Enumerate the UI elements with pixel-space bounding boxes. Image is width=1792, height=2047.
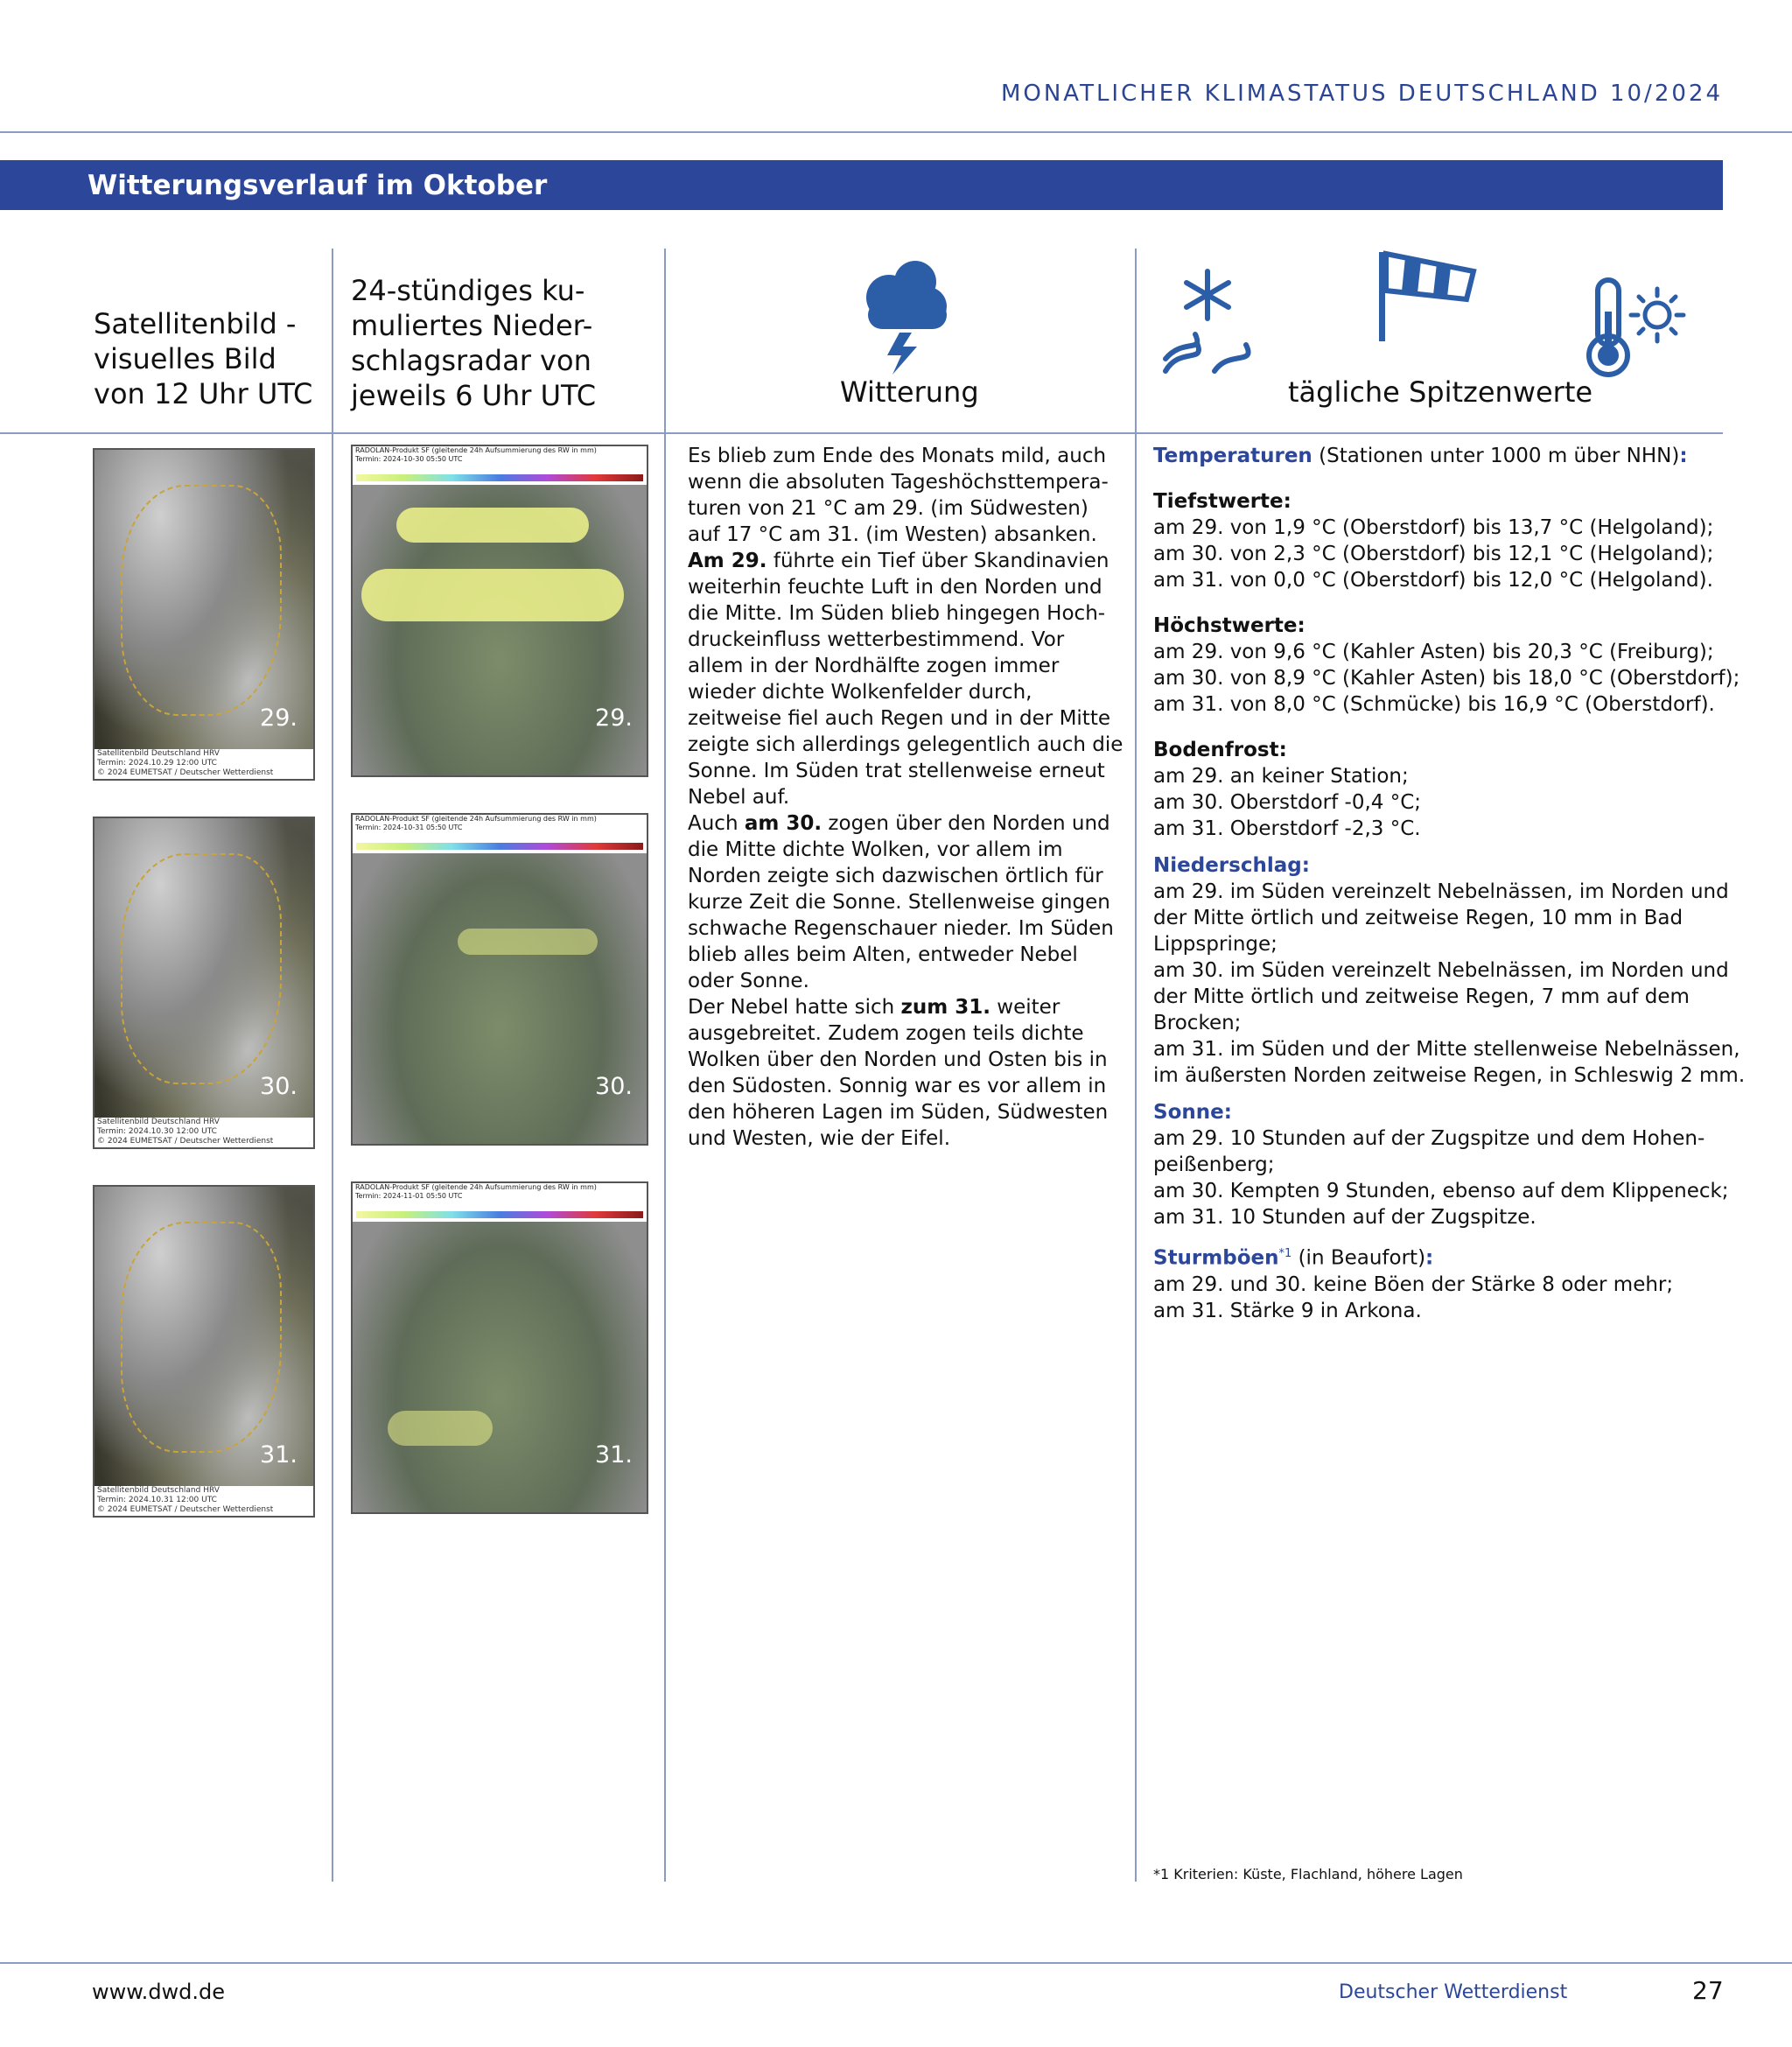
section-title: Witterungsverlauf im Oktober (88, 170, 548, 201)
narrative-paragraph: Auch am 30. zogen über den Norden und die Mitte dichte Wolken, vor allem im Norden zeigte sich dazwischen örtlich für kurze Zeit die Sonne. Stellenweise gingen schwache Regenschauer nieder. Im Süden blieb alles beim Alten, entweder Nebel oder Sonne. (688, 812, 1114, 992)
satellite-day-label: 30. (260, 1073, 298, 1100)
footer-rule (0, 1962, 1792, 1964)
column-divider (332, 249, 333, 1882)
column-divider (664, 249, 666, 1882)
radar-day-label: 29. (595, 705, 633, 732)
storm-gusts: Sturmböen$^{*1}$ (in Beaufort): am 29. und 30. keine Böen der Stärke 8 oder mehr; am 31. Stärke 9 in Arkona. (1153, 1246, 1674, 1322)
ground-frost: Bodenfrost: am 29. an keiner Station; am 30. Oberstdorf -0,4 °C; am 31. Oberstdorf -2,3 °C. (1153, 739, 1422, 840)
radar-color-scale (356, 843, 643, 850)
radar-column-header: 24-stündiges ku- muliertes Nieder- schlagsradar von jeweils 6 Uhr UTC (351, 274, 597, 412)
radar-image-30 (351, 813, 648, 1146)
weather-narrative (688, 443, 1125, 1152)
precipitation: Niederschlag: am 29. im Süden vereinzelt Nebelnässen, im Norden und der Mitte örtlich und zeitweise Regen, 10 mm in Bad Lippspringe; am 30. im Süden vereinzelt Nebelnässen, im Norden und der Mitte örtlich und zeitweise Regen, 7 mm auf dem Brocken; am 31. im Süden und der Mitte stellenweise Nebelnässen, im äußersten Norden zeitweise Regen, in Schleswig 2 mm. (1153, 854, 1746, 1087)
radar-caption: RADOLAN-Produkt SF (gleitende 24h Aufsummierung des RW in mm) Termin: 2024-10-30 05:50 UTC (353, 446, 647, 485)
peaks-column-header: tägliche Spitzenwerte (1288, 375, 1593, 409)
footer-organization: Deutscher Wetterdienst (1339, 1981, 1568, 2003)
satellite-image-30 (93, 817, 315, 1149)
temperature-section: Temperaturen (Stationen unter 1000 m über NHN): (1153, 445, 1688, 467)
radar-caption: RADOLAN-Produkt SF (gleitende 24h Aufsummierung des RW in mm) Termin: 2024-11-01 05:50 UTC (353, 1183, 647, 1222)
thermometer-sun-icon (1580, 277, 1689, 378)
radar-color-scale (356, 1211, 643, 1218)
satellite-caption: Satellitenbild Deutschland HRV Termin: 2024.10.31 12:00 UTC © 2024 EUMETSAT / Deutscher Wetterdienst (94, 1486, 313, 1516)
thunderstorm-cloud-icon (856, 256, 952, 378)
narrative-paragraph: Der Nebel hatte sich zum 31. weiter ausgebreitet. Zudem zogen teils dichte Wolken über den Norden und Osten bis in den Südosten. Sonnig war es vor allem in den höheren Lagen im Süden, Südwesten und Westen, wie der Eifel. (688, 996, 1109, 1150)
radar-caption: RADOLAN-Produkt SF (gleitende 24h Aufsummierung des RW in mm) Termin: 2024-10-31 05:50 UTC (353, 815, 647, 853)
radar-day-label: 31. (595, 1441, 633, 1469)
max-temperatures: Höchstwerte: am 29. von 9,6 °C (Kahler Asten) bis 20,3 °C (Freiburg); am 30. von 8,9 °C (Kahler Asten) bis 18,0 °C (Oberstdorf); am 31. von 8,0 °C (Schmücke) bis 16,9 °C (Oberstdorf). (1153, 614, 1740, 716)
column-divider (1135, 249, 1137, 1882)
satellite-image-29 (93, 448, 315, 781)
narrative-paragraph: Es blieb zum Ende des Monats mild, auch wenn die absoluten Tageshöchsttemperaturen von 21 °C am 29. (im Südwesten) auf 17 °C am 31. (im Westen) absanken. (688, 445, 1109, 546)
satellite-column-header: Satellitenbild - visuelles Bild von 12 Uhr UTC (94, 307, 313, 410)
satellite-day-label: 31. (260, 1441, 298, 1469)
section-banner (0, 160, 1723, 210)
snowflake-road-icon (1162, 268, 1265, 380)
radar-day-label: 30. (595, 1073, 633, 1100)
radar-image-31 (351, 1181, 648, 1514)
min-temperatures: Tiefstwerte: am 29. von 1,9 °C (Oberstdorf) bis 13,7 °C (Helgoland); am 30. von 2,3 °C (Oberstdorf) bis 12,1 °C (Helgoland); am 31. von 0,0 °C (Oberstdorf) bis 12,0 °C (Helgoland). (1153, 490, 1714, 592)
satellite-caption: Satellitenbild Deutschland HRV Termin: 2024.10.30 12:00 UTC © 2024 EUMETSAT / Deutscher Wetterdienst (94, 1118, 313, 1147)
daily-peaks (1153, 443, 1746, 1335)
footnote: *1 Kriterien: Küste, Flachland, höhere Lagen (1153, 1866, 1463, 1882)
footer-url-link[interactable]: www.dwd.de (92, 1980, 226, 2004)
radar-color-scale (356, 474, 643, 481)
weather-column-header: Witterung (840, 375, 979, 409)
radar-image-29 (351, 445, 648, 777)
narrative-paragraph: Am 29. führte ein Tief über Skandinavien weiterhin feuchte Luft in den Norden und die Mitte. Im Süden blieb hingegen Hochdruckeinfluss wetterbestimmend. Vor allem in der Nordhälfte zogen immer wieder dichte Wolkenfelder durch, zeitweise fiel auch Regen und in der Mitte zeigte sich allerdings gelegentlich auch die Sonne. Im Süden trat stellenweise erneut Nebel auf. (688, 550, 1124, 809)
sunshine: Sonne: am 29. 10 Stunden auf der Zugspitze und dem Hohen- peißenberg; am 30. Kempten 9 Stunden, ebenso auf dem Klippeneck; am 31. 10 Stunden auf der Zugspitze. (1153, 1101, 1729, 1229)
table-header-rule (0, 432, 1723, 434)
satellite-image-31 (93, 1185, 315, 1518)
windsock-icon (1376, 249, 1479, 345)
page-number: 27 (1692, 1976, 1724, 2005)
document-header-title: MONATLICHER KLIMASTATUS DEUTSCHLAND 10/2024 (1000, 81, 1723, 107)
satellite-day-label: 29. (260, 705, 298, 732)
header-rule (0, 131, 1792, 133)
satellite-caption: Satellitenbild Deutschland HRV Termin: 2024.10.29 12:00 UTC © 2024 EUMETSAT / Deutscher Wetterdienst (94, 749, 313, 779)
